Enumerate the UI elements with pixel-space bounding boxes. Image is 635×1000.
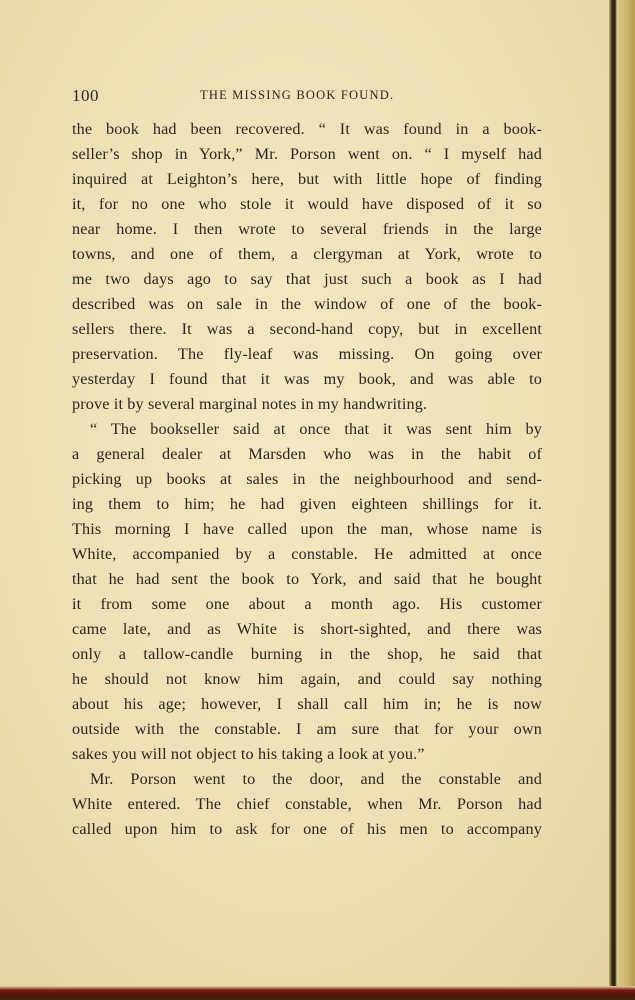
text-line: outside with the constable. I am sure that for your own: [72, 720, 542, 738]
text-line: preservation. The fly-leaf was missing. On going over: [72, 345, 542, 363]
text-line: he should not know him again, and could say nothing: [72, 670, 542, 688]
text-line: described was on sale in the window of one of the book-: [72, 295, 542, 313]
text-line: the book had been recovered. “ It was found in a book-: [72, 120, 542, 138]
text-line: me two days ago to say that just such a book as I had: [72, 270, 542, 288]
text-line: inquired at Leighton’s here, but with little hope of finding: [72, 170, 542, 188]
text-line: that he had sent the book to York, and said that he bought: [72, 570, 542, 588]
text-line: towns, and one of them, a clergyman at York, wrote to: [72, 245, 542, 263]
page-bottom-edge: [0, 986, 635, 1000]
running-title: THE MISSING BOOK FOUND.: [200, 88, 395, 102]
text-line: This morning I have called upon the man, whose name is: [72, 520, 542, 538]
text-line: seller’s shop in York,” Mr. Porson went on. “ I myself had: [72, 145, 542, 163]
text-line: about his age; however, I shall call him in; he is now: [72, 695, 542, 713]
text-line: ing them to him; he had given eighteen shillings for it.: [72, 495, 542, 513]
text-line: sellers there. It was a second-hand copy, but in excellent: [72, 320, 542, 338]
text-line: came late, and as White is short-sighted, and there was: [72, 620, 542, 638]
text-line: yesterday I found that it was my book, and was able to: [72, 370, 542, 388]
text-line: near home. I then wrote to several friends in the large: [72, 220, 542, 238]
text-line: it from some one about a month ago. His customer: [72, 595, 542, 613]
text-line: a general dealer at Marsden who was in the habit of: [72, 445, 542, 463]
book-spine-edge: [609, 0, 635, 1000]
text-line: sakes you will not object to his taking a look at you.”: [72, 745, 425, 763]
page-header: [72, 86, 542, 106]
text-line: Mr. Porson went to the door, and the constable and: [90, 770, 542, 788]
text-line: White, accompanied by a constable. He admitted at once: [72, 545, 542, 563]
page-number: 100: [72, 86, 99, 105]
text-line: called upon him to ask for one of his men to accompany: [72, 820, 542, 838]
text-line: White entered. The chief constable, when Mr. Porson had: [72, 795, 542, 813]
text-line: it, for no one who stole it would have disposed of it so: [72, 195, 542, 213]
text-line: only a tallow-candle burning in the shop, he said that: [72, 645, 542, 663]
body-text: [72, 117, 542, 842]
text-line: “ The bookseller said at once that it was sent him by: [90, 420, 542, 438]
text-line: picking up books at sales in the neighbourhood and send-: [72, 470, 542, 488]
text-line: prove it by several marginal notes in my handwriting.: [72, 395, 428, 413]
